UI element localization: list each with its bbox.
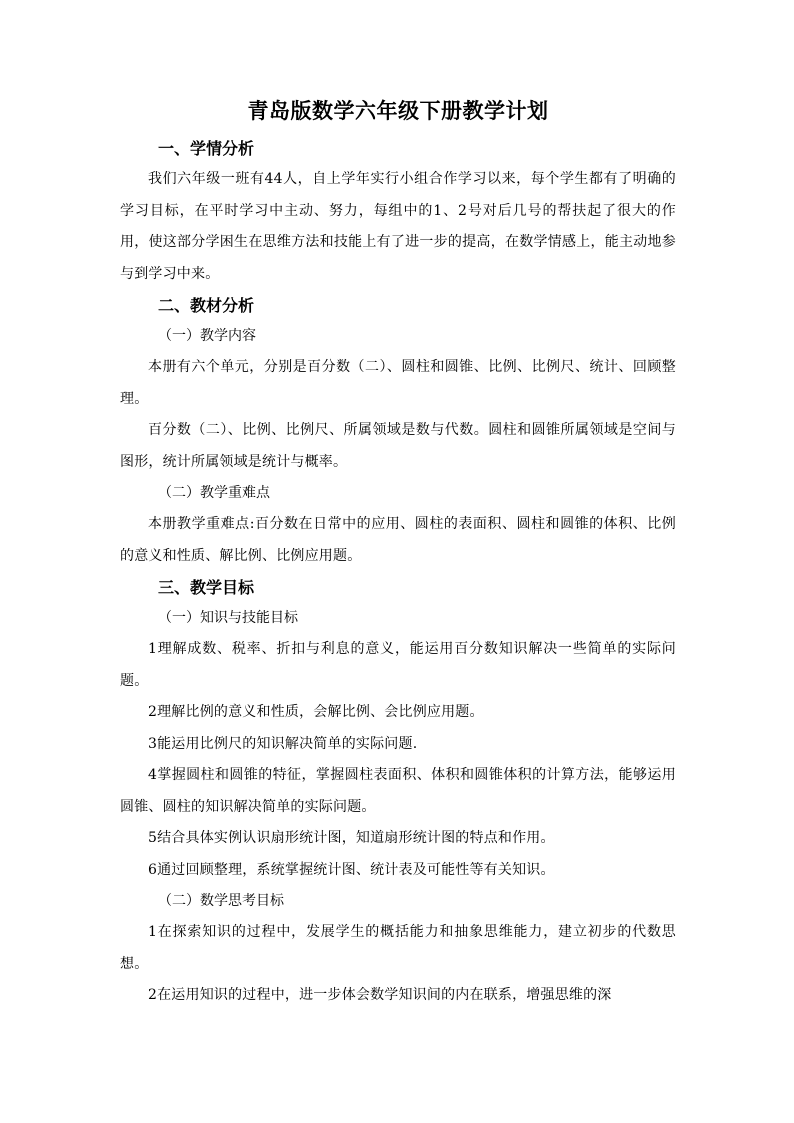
goal-item: 3能运用比例尺的知识解决简单的实际问题. — [148, 735, 418, 752]
goal-item: 6通过回顾整理，系统掌握统计图、统计表及可能性等有关知识。 — [148, 861, 555, 878]
section-heading-teaching-goals: 三、教学目标 — [158, 578, 255, 597]
document-title: 青岛版数学六年级下册教学计划 — [247, 99, 549, 123]
subheading-teaching-content: （一）教学内容 — [158, 328, 256, 344]
thinking-item: 2在运用知识的过程中，进一步体会数学知识间的内在联系，增强思维的深 — [148, 987, 612, 1003]
paragraph-learning-analysis: 我们六年级一班有44人，自上学年实行小组合作学习以来，每个学生都有了明确的学习目标，在平时学习中主动、努力，每组中的1、2号对后几号的帮扶起了很大的作用，使这部分学困生在思维方法和技能上有了进一步的提高，在数学情感上，能主动地参与到学习中来。 — [120, 171, 676, 282]
subheading-key-difficulties: （二）教学重难点 — [158, 485, 270, 501]
subheading-math-thinking: （二）数学思考目标 — [158, 893, 284, 909]
section-heading-textbook-analysis: 二、教材分析 — [158, 296, 255, 315]
subheading-knowledge-skills: （一）知识与技能目标 — [158, 610, 298, 626]
section-heading-learning-analysis: 一、学情分析 — [158, 139, 255, 158]
paragraph-units: 本册有六个单元，分别是百分数（二）、圆柱和圆锥、比例、比例尺、统计、回顾整理。 — [120, 359, 676, 407]
goal-item: 5结合具体实例认识扇形统计图，知道扇形统计图的特点和作用。 — [148, 830, 555, 846]
paragraph-domains: 百分数（二）、比例、比例尺、所属领域是数与代数。圆柱和圆锥所属领域是空间与图形，统计所属领域是统计与概率。 — [120, 422, 676, 470]
goal-item: 4掌握圆柱和圆锥的特征，掌握圆柱表面积、体积和圆锥体积的计算方法，能够运用圆锥、圆柱的知识解决简单的实际问题。 — [120, 767, 676, 815]
paragraph-key-difficulties: 本册教学重难点:百分数在日常中的应用、圆柱的表面积、圆柱和圆锥的体积、比例的意义和性质、解比例、比例应用题。 — [120, 516, 676, 564]
thinking-item: 1在探索知识的过程中，发展学生的概括能力和抽象思维能力，建立初步的代数思想。 — [120, 924, 676, 972]
goal-item: 1理解成数、税率、折扣与利息的意义，能运用百分数知识解决一些简单的实际问题。 — [120, 641, 676, 689]
goal-item: 2理解比例的意义和性质，会解比例、会比例应用题。 — [148, 704, 484, 720]
document-body — [120, 95, 676, 1012]
